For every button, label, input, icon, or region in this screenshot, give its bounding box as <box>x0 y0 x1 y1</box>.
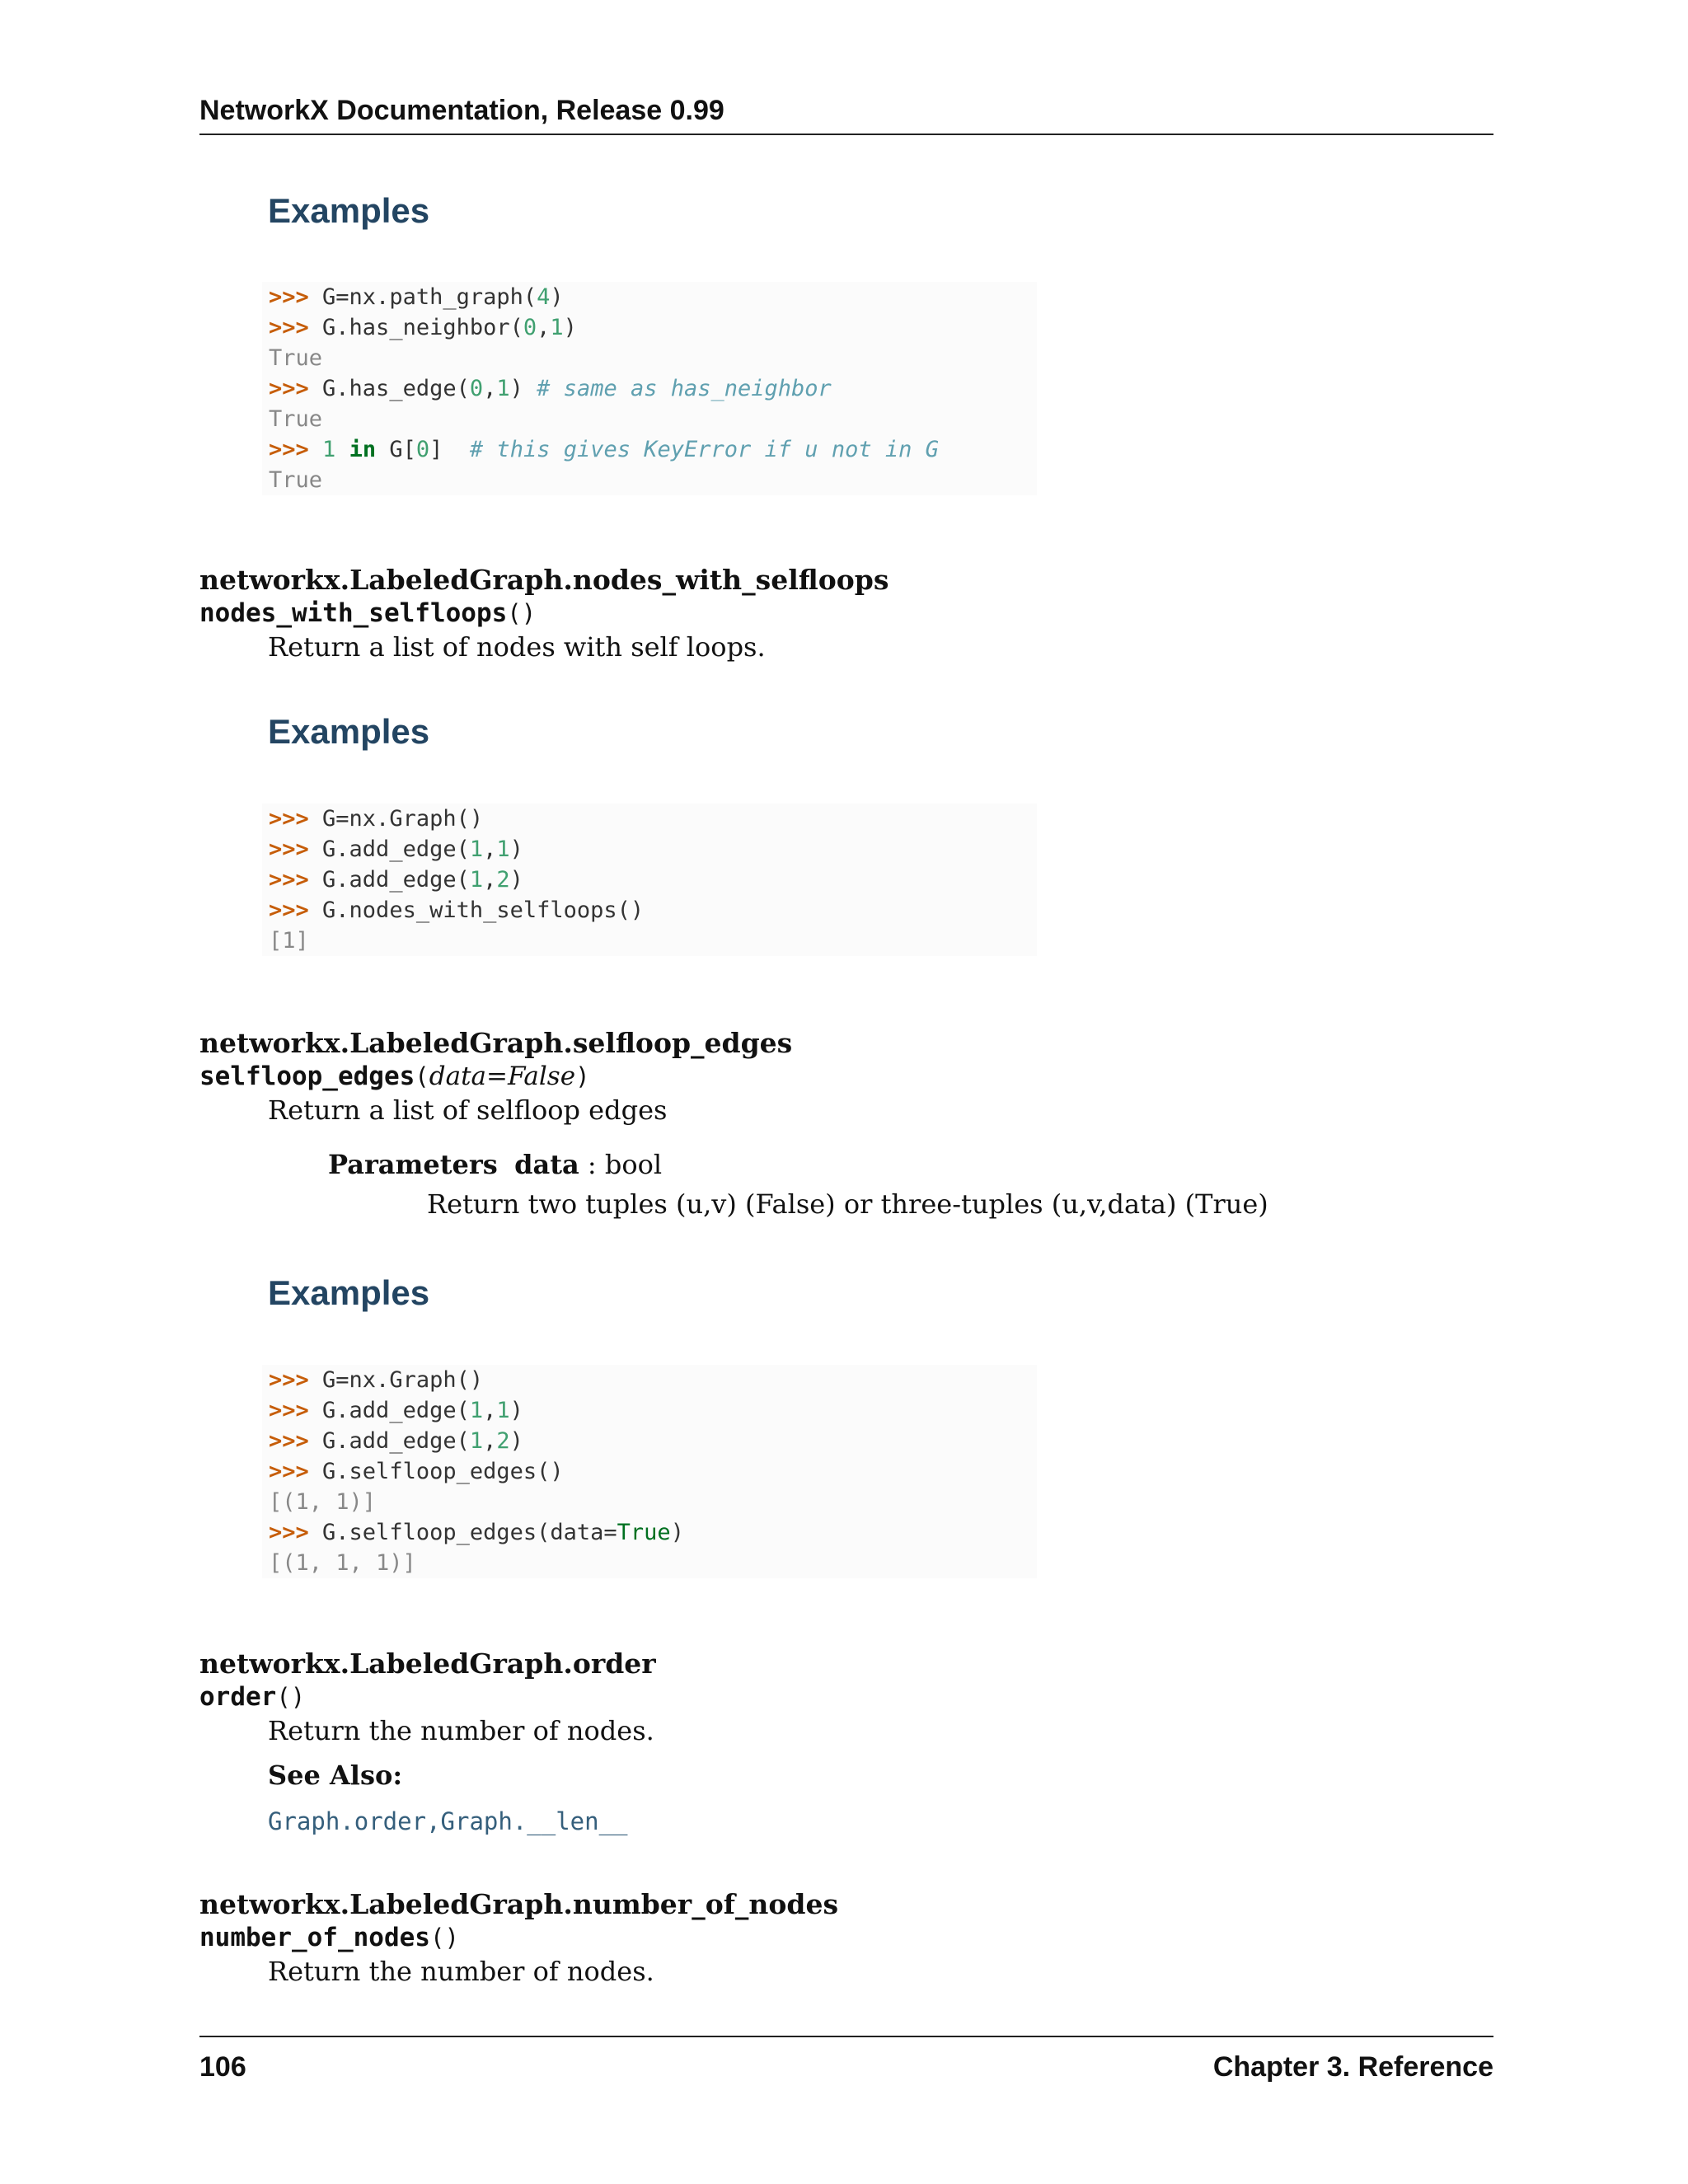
code-token: 1 <box>550 315 564 340</box>
code-token: ) <box>509 376 537 401</box>
code-token: 0 <box>523 315 537 340</box>
code-line <box>262 312 1037 343</box>
code-prompt: >>> <box>269 1459 309 1484</box>
code-line <box>262 1426 1037 1456</box>
code-line <box>262 1548 1037 1578</box>
examples-heading-has-neighbor: Examples <box>268 191 430 230</box>
code-block-has-neighbor <box>262 282 1037 495</box>
description-order: Return the number of nodes. <box>268 1715 654 1746</box>
code-token: ) <box>670 1520 684 1545</box>
code-prompt: >>> <box>269 867 309 893</box>
code-line <box>262 834 1037 865</box>
parameter-type-data: : bool <box>579 1149 663 1180</box>
code-token: ) <box>550 284 564 310</box>
code-token: G.add_edge( <box>308 1428 470 1454</box>
running-footer <box>199 2036 1493 2087</box>
api-fullname-order: networkx.LabeledGraph.order <box>199 1647 656 1680</box>
code-token: ) <box>563 315 577 340</box>
code-token: True <box>269 467 323 493</box>
see-also-link-graph-order[interactable]: Graph.order <box>268 1807 427 1835</box>
code-prompt: >>> <box>269 806 309 832</box>
code-token: True <box>617 1520 671 1545</box>
description-selfloop-edges: Return a list of selfloop edges <box>268 1094 668 1126</box>
code-prompt: >>> <box>269 437 309 462</box>
examples-heading-nodes-with-selfloops: Examples <box>268 712 430 751</box>
code-token: ) <box>509 1398 523 1423</box>
signature-params: data=False <box>429 1062 576 1091</box>
description-nodes-with-selfloops: Return a list of nodes with self loops. <box>268 631 766 663</box>
code-token: G.nodes_with_selfloops() <box>308 898 645 923</box>
code-line <box>262 1487 1037 1517</box>
code-token: 0 <box>415 437 430 462</box>
code-block-selfloop-edges <box>262 1365 1037 1578</box>
code-token: G.has_edge( <box>308 376 470 401</box>
code-token: 1 <box>496 837 510 862</box>
code-token: G.add_edge( <box>308 1398 470 1423</box>
code-prompt: >>> <box>269 376 309 401</box>
code-line <box>262 1456 1037 1487</box>
code-line <box>262 282 1037 312</box>
signature-close-paren: ) <box>290 1683 306 1711</box>
signature-close-paren: ) <box>575 1062 590 1090</box>
code-token: , <box>483 1398 497 1423</box>
code-token: G=nx.Graph() <box>308 1367 484 1393</box>
code-line <box>262 865 1037 895</box>
code-prompt: >>> <box>269 1398 309 1423</box>
code-token: , <box>537 315 551 340</box>
signature-open-paren: ( <box>415 1062 429 1090</box>
code-token: 2 <box>496 867 510 893</box>
signature-open-paren: ( <box>429 1924 445 1952</box>
code-token: , <box>483 837 497 862</box>
signature-close-paren: ) <box>521 599 537 627</box>
code-token: G.add_edge( <box>308 867 470 893</box>
code-line <box>262 434 1037 465</box>
code-token: 1 <box>469 1398 484 1423</box>
signature-name: number_of_nodes <box>199 1923 430 1952</box>
code-prompt: >>> <box>269 898 309 923</box>
signature-name: nodes_with_selfloops <box>199 598 508 628</box>
api-signature-order <box>199 1680 305 1713</box>
code-token: ) <box>509 837 523 862</box>
chapter-label: Chapter 3. Reference <box>1212 2051 1493 2083</box>
code-token: , <box>483 867 497 893</box>
document-title: NetworkX Documentation, Release 0.99 <box>199 95 724 126</box>
code-line <box>262 804 1037 834</box>
code-line <box>262 926 1037 956</box>
code-prompt: >>> <box>269 284 309 310</box>
signature-close-paren: ) <box>444 1924 459 1952</box>
signature-name: selfloop_edges <box>199 1062 415 1091</box>
code-line <box>262 895 1037 926</box>
parameter-description-data: Return two tuples (u,v) (False) or three-tuples (u,v,data) (True) <box>427 1188 1268 1220</box>
code-token: ) <box>509 1428 523 1454</box>
api-fullname-nodes-with-selfloops: networkx.LabeledGraph.nodes_with_selfloops <box>199 564 889 596</box>
code-token: True <box>269 406 323 432</box>
code-prompt: >>> <box>269 315 309 340</box>
code-line <box>262 373 1037 404</box>
code-prompt: >>> <box>269 1367 309 1393</box>
code-block-nodes-with-selfloops <box>262 804 1037 956</box>
code-token: G.selfloop_edges(data= <box>308 1520 617 1545</box>
signature-open-paren: ( <box>507 599 522 627</box>
description-number-of-nodes: Return the number of nodes. <box>268 1956 654 1987</box>
code-token <box>335 437 349 462</box>
running-header <box>199 92 1493 135</box>
parameters-line <box>328 1147 662 1182</box>
code-token: 2 <box>496 1428 510 1454</box>
see-also-title: See Also: <box>268 1760 403 1791</box>
code-line <box>262 465 1037 495</box>
page-number: 106 <box>199 2051 246 2083</box>
code-token: # this gives KeyError if u not in G <box>469 437 939 462</box>
code-token: 1 <box>469 837 484 862</box>
code-token: # same as has_neighbor <box>537 376 832 401</box>
code-token: ] <box>429 437 470 462</box>
see-also-separator: , <box>426 1807 441 1835</box>
code-line <box>262 1517 1037 1548</box>
code-token: 4 <box>537 284 551 310</box>
code-token: G.has_neighbor( <box>308 315 523 340</box>
code-prompt: >>> <box>269 1520 309 1545</box>
code-token: in <box>349 437 377 462</box>
code-line <box>262 404 1037 434</box>
signature-name: order <box>199 1682 277 1712</box>
code-token: True <box>269 345 323 371</box>
code-token: G.selfloop_edges() <box>308 1459 564 1484</box>
parameters-label: Parameters <box>328 1149 498 1180</box>
code-token: G=nx.Graph() <box>308 806 484 832</box>
code-token: , <box>483 376 497 401</box>
code-line <box>262 1395 1037 1426</box>
signature-open-paren: ( <box>276 1683 291 1711</box>
code-line <box>262 343 1037 373</box>
code-token: , <box>483 1428 497 1454</box>
api-fullname-number-of-nodes: networkx.LabeledGraph.number_of_nodes <box>199 1888 839 1920</box>
code-token: 1 <box>496 1398 510 1423</box>
code-token: 1 <box>496 376 510 401</box>
api-signature-number-of-nodes <box>199 1921 459 1954</box>
api-signature-nodes-with-selfloops <box>199 597 536 630</box>
examples-heading-selfloop-edges: Examples <box>268 1273 430 1312</box>
code-token: [(1, 1, 1)] <box>269 1550 416 1576</box>
api-fullname-selfloop-edges: networkx.LabeledGraph.selfloop_edges <box>199 1027 793 1059</box>
code-token: [(1, 1)] <box>269 1489 377 1515</box>
code-token: 0 <box>469 376 484 401</box>
code-prompt: >>> <box>269 1428 309 1454</box>
code-line <box>262 1365 1037 1395</box>
api-signature-selfloop-edges <box>199 1060 590 1093</box>
see-also-links <box>268 1805 628 1838</box>
code-token: [1] <box>269 928 309 954</box>
code-token: G[ <box>376 437 416 462</box>
code-token: 1 <box>469 1428 484 1454</box>
code-token: G.add_edge( <box>308 837 470 862</box>
code-token: G=nx.path_graph( <box>308 284 537 310</box>
see-also-link-graph-len[interactable]: Graph.__len__ <box>440 1807 628 1835</box>
code-prompt: >>> <box>269 837 309 862</box>
code-token: 1 <box>322 437 336 462</box>
code-token <box>309 437 322 462</box>
code-token: 1 <box>469 867 484 893</box>
code-token: ) <box>509 867 523 893</box>
parameter-name-data: data <box>514 1149 579 1180</box>
